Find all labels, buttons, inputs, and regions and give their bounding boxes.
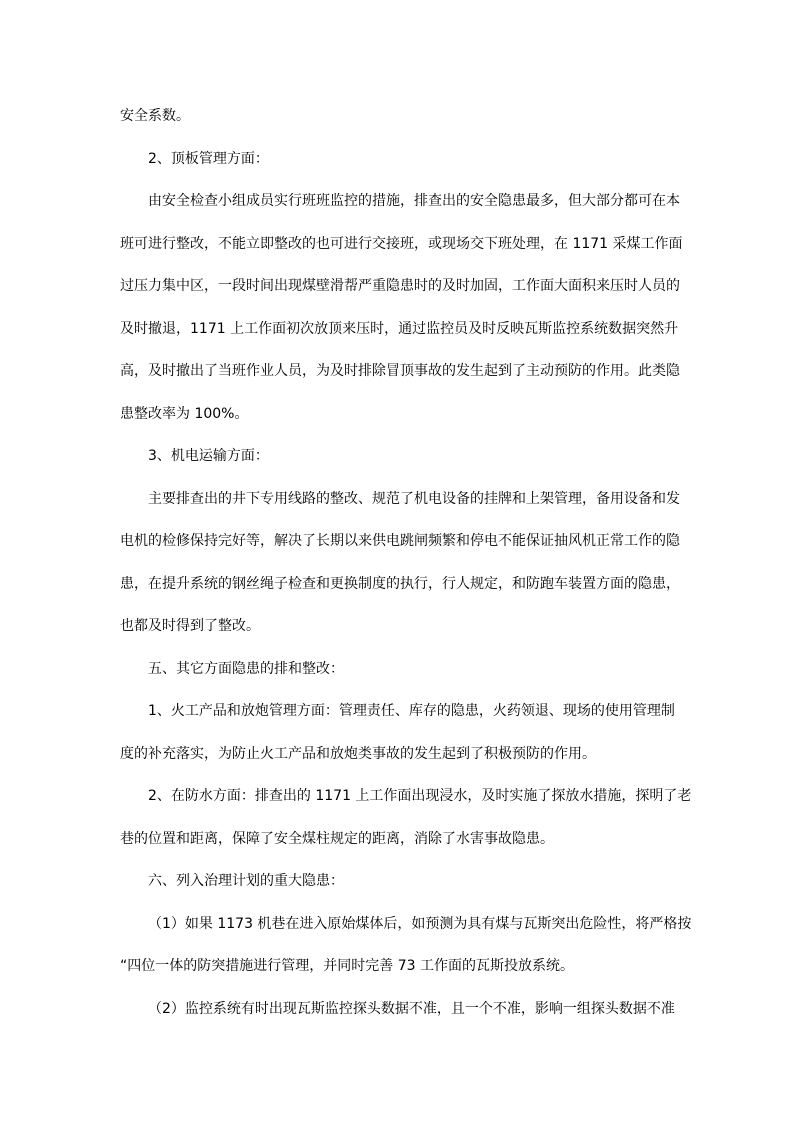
text-line: 过压力集中区，一段时间出现煤壁滑帮严重隐患时的及时加固，工作面大面积来压时人员的 [120,278,680,294]
text-line: 3、机电运输方面： [148,448,269,464]
text-line: 患，在提升系统的钢丝绳子检查和更换制度的执行，行人规定，和防跑车装置方面的隐患， [120,575,680,592]
text-line: “四位一体的防突措施进行管理，并同时完善 73 工作面的瓦斯投放系统。 [120,958,574,974]
text-line: 及时撤退，1171 上工作面初次放顶来压时，通过监控员及时反映瓦斯监控系统数据突然升 [120,320,679,337]
text-line: 2、在防水方面：排查出的 1171 上工作面出现浸水，及时实施了探放水措施，探明了老 [148,788,692,804]
text-line: 也都及时得到了整改。 [120,618,260,634]
text-line: （1）如果 1173 机巷在进入原始煤体后，如预测为具有煤与瓦斯突出危险性，将严格按 [148,915,692,932]
document-body [120,101,692,1036]
text-line: 度的补充落实，为防止火工产品和放炮类事故的发生起到了积极预防的作用。 [120,745,596,762]
text-line: 2、顶板管理方面： [148,150,269,167]
text-line: 五、其它方面隐患的排和整改： [148,660,344,677]
text-line: 高，及时撤出了当班作业人员，为及时排除冒顶事故的发生起到了主动预防的作用。此类隐 [120,363,680,379]
text-line: （2）监控系统有时出现瓦斯监控探头数据不准，且一个不准，影响一组探头数据不准 [148,1000,675,1017]
text-line: 由安全检查小组成员实行班班监控的措施，排查出的安全隐患最多，但大部分都可在本 [148,193,680,209]
text-line: 主要排查出的井下专用线路的整改、规范了机电设备的挂牌和上架管理，备用设备和发 [148,490,680,507]
text-line: 巷的位置和距离，保障了安全煤柱规定的距离，消除了水害事故隐患。 [120,830,554,847]
text-line: 六、列入治理计划的重大隐患： [148,873,344,889]
text-line: 患整改率为 100%。 [120,405,249,422]
text-line: 班可进行整改，不能立即整改的也可进行交接班，或现场交下班处理，在 1171 采煤工作面 [120,235,683,252]
text-line: 电机的检修保持完好等，解决了长期以来供电跳闸频繁和停电不能保证抽风机正常工作的隐 [120,533,680,549]
text-line: 安全系数。 [120,108,190,124]
text-line: 1、火工产品和放炮管理方面：管理责任、库存的隐患，火药领退、现场的使用管理制 [148,703,675,719]
